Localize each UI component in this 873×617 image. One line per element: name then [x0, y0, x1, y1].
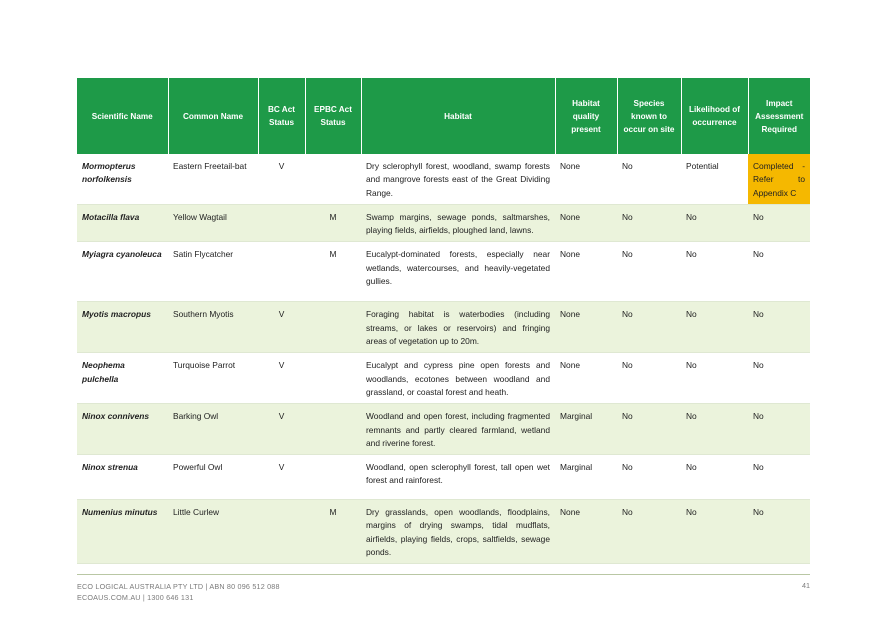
cell-scientific-name: Myotis macropus [77, 302, 168, 353]
cell-habitat-quality: None [555, 302, 617, 353]
table-row [77, 154, 810, 204]
cell-epbc-status [305, 154, 361, 204]
header-habitat: Habitat [361, 78, 555, 154]
cell-bc-status: V [258, 302, 305, 353]
cell-scientific-name: Ninox strenua [77, 455, 168, 500]
cell-impact-assessment-flagged: Completed - Refer to Appendix C [748, 154, 810, 204]
cell-epbc-status [305, 302, 361, 353]
cell-impact-assessment: No [748, 242, 810, 302]
cell-species-known: No [617, 353, 681, 404]
table-header-row [77, 78, 810, 154]
cell-bc-status [258, 242, 305, 302]
cell-impact-assessment: No [748, 500, 810, 564]
header-scientific-name: Scientific Name [77, 78, 168, 154]
cell-habitat: Foraging habitat is waterbodies (including streams, or lakes or reservoirs) and fringing areas of vegetation up to 20m. [361, 302, 555, 353]
cell-habitat: Swamp margins, sewage ponds, saltmarshes, playing fields, airfields, ploughed land, lawns. [361, 204, 555, 242]
cell-likelihood: No [681, 204, 748, 242]
cell-habitat-quality: Marginal [555, 455, 617, 500]
cell-common-name: Yellow Wagtail [168, 204, 258, 242]
cell-habitat: Eucalypt and cypress pine open forests and woodlands, ecotones between woodland and grassland, or coastal forest and heath. [361, 353, 555, 404]
table-row [77, 302, 810, 353]
cell-likelihood: No [681, 404, 748, 455]
cell-common-name: Powerful Owl [168, 455, 258, 500]
footer-company-info [77, 581, 280, 603]
cell-likelihood: No [681, 353, 748, 404]
cell-bc-status: V [258, 404, 305, 455]
cell-bc-status: V [258, 353, 305, 404]
header-bc-act-status: BC Act Status [258, 78, 305, 154]
cell-habitat: Dry grasslands, open woodlands, floodplains, margins of drying swamps, tidal mudflats, airfields, playing fields, crops, saltfields, sewage ponds. [361, 500, 555, 564]
cell-impact-assessment: No [748, 404, 810, 455]
cell-habitat: Woodland and open forest, including fragmented remnants and partly cleared farmland, wetland and riverine forest. [361, 404, 555, 455]
cell-scientific-name: Ninox connivens [77, 404, 168, 455]
cell-epbc-status [305, 404, 361, 455]
cell-common-name: Turquoise Parrot [168, 353, 258, 404]
cell-species-known: No [617, 455, 681, 500]
cell-likelihood: No [681, 302, 748, 353]
header-common-name: Common Name [168, 78, 258, 154]
cell-species-known: No [617, 500, 681, 564]
cell-bc-status [258, 204, 305, 242]
header-likelihood: Likelihood of occurrence [681, 78, 748, 154]
cell-scientific-name: Motacilla flava [77, 204, 168, 242]
cell-species-known: No [617, 154, 681, 204]
cell-habitat-quality: None [555, 242, 617, 302]
cell-species-known: No [617, 204, 681, 242]
header-impact-assessment: Impact Assessment Required [748, 78, 810, 154]
cell-species-known: No [617, 404, 681, 455]
table-row [77, 455, 810, 500]
cell-species-known: No [617, 242, 681, 302]
cell-impact-assessment: No [748, 455, 810, 500]
cell-likelihood: No [681, 242, 748, 302]
cell-common-name: Southern Myotis [168, 302, 258, 353]
threatened-species-table [77, 78, 810, 564]
cell-habitat-quality: None [555, 204, 617, 242]
cell-habitat: Eucalypt-dominated forests, especially near wetlands, watercourses, and heavily-vegetated gullies. [361, 242, 555, 302]
cell-likelihood: No [681, 500, 748, 564]
cell-impact-assessment: No [748, 302, 810, 353]
cell-scientific-name: Numenius minutus [77, 500, 168, 564]
footer-company-name: ECO LOGICAL AUSTRALIA PTY LTD | ABN 80 096 512 088 [77, 582, 280, 591]
cell-bc-status: V [258, 154, 305, 204]
header-epbc-act-status: EPBC Act Status [305, 78, 361, 154]
table-row [77, 204, 810, 242]
cell-habitat: Dry sclerophyll forest, woodland, swamp forests and mangrove forests east of the Great Dividing Range. [361, 154, 555, 204]
page-number: 41 [802, 581, 810, 590]
cell-habitat-quality: None [555, 353, 617, 404]
cell-bc-status: V [258, 455, 305, 500]
table-row [77, 500, 810, 564]
cell-species-known: No [617, 302, 681, 353]
footer-contact: ECOAUS.COM.AU | 1300 646 131 [77, 593, 194, 602]
header-species-known: Species known to occur on site [617, 78, 681, 154]
table-row [77, 404, 810, 455]
cell-impact-assessment: No [748, 353, 810, 404]
cell-epbc-status [305, 353, 361, 404]
cell-common-name: Satin Flycatcher [168, 242, 258, 302]
cell-habitat-quality: None [555, 500, 617, 564]
table-row [77, 353, 810, 404]
cell-scientific-name: Neophema pulchella [77, 353, 168, 404]
cell-habitat: Woodland, open sclerophyll forest, tall open wet forest and rainforest. [361, 455, 555, 500]
cell-epbc-status: M [305, 204, 361, 242]
footer-divider [77, 574, 810, 575]
header-habitat-quality: Habitat quality present [555, 78, 617, 154]
cell-common-name: Barking Owl [168, 404, 258, 455]
cell-scientific-name: Mormopterus norfolkensis [77, 154, 168, 204]
cell-likelihood: No [681, 455, 748, 500]
cell-habitat-quality: Marginal [555, 404, 617, 455]
cell-epbc-status: M [305, 500, 361, 564]
table-row [77, 242, 810, 302]
cell-epbc-status: M [305, 242, 361, 302]
cell-epbc-status [305, 455, 361, 500]
cell-habitat-quality: None [555, 154, 617, 204]
cell-likelihood: Potential [681, 154, 748, 204]
cell-impact-assessment: No [748, 204, 810, 242]
cell-bc-status [258, 500, 305, 564]
cell-common-name: Eastern Freetail-bat [168, 154, 258, 204]
cell-scientific-name: Myiagra cyanoleuca [77, 242, 168, 302]
cell-common-name: Little Curlew [168, 500, 258, 564]
